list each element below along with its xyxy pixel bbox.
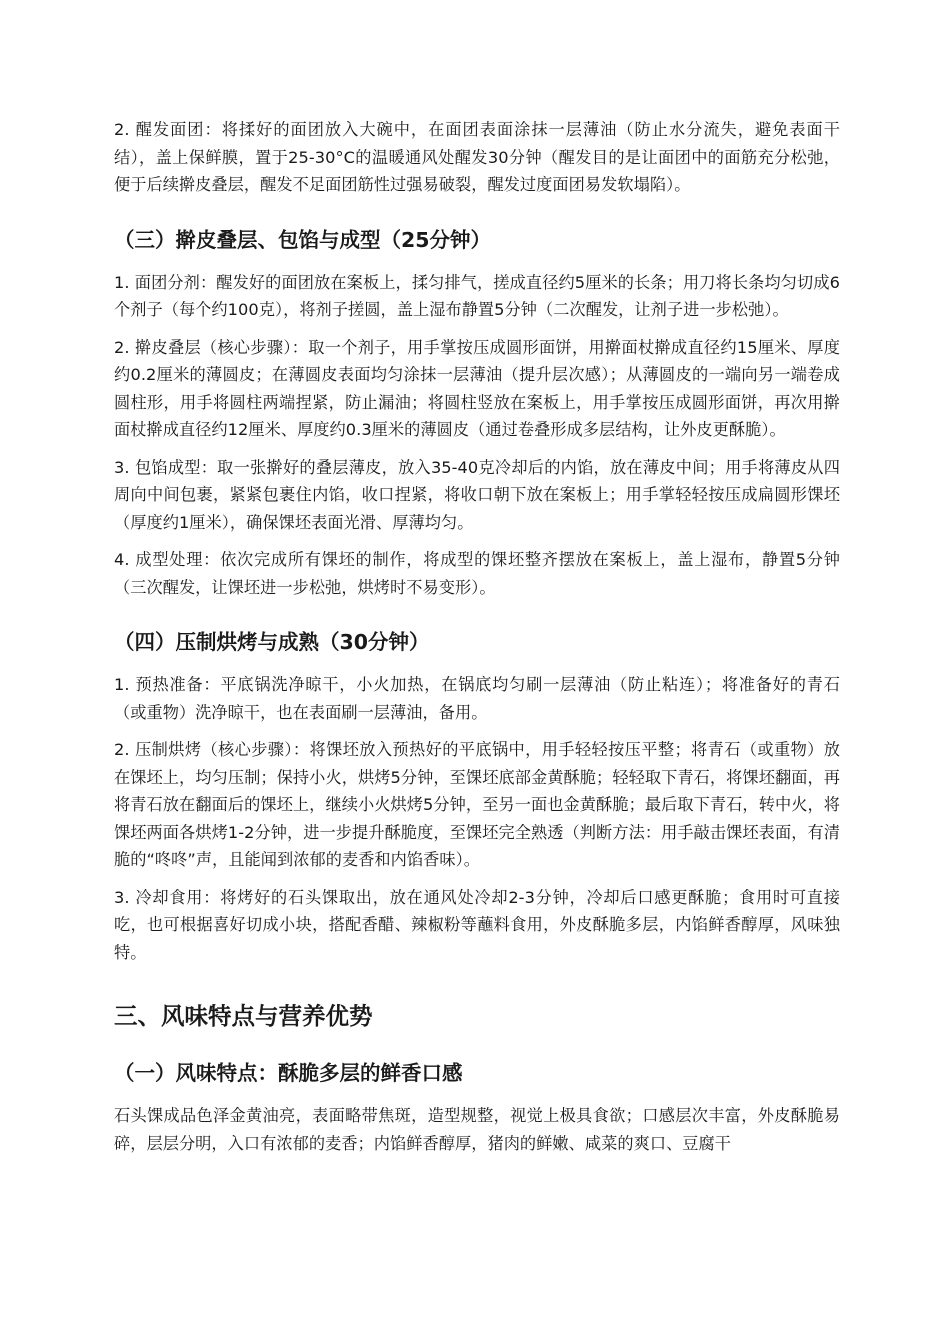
chapter-heading-flavor: 三、风味特点与营养优势 <box>114 1002 373 1030</box>
section-heading-flavor: （一）风味特点：酥脆多层的鲜香口感 <box>114 1061 463 1085</box>
paragraph-baking-2: 2. 压制烘烤（核心步骤）：将馃坯放入预热好的平底锅中，用手轻轻按压平整；将青石（或重物）放在馃坯上，均匀压制；保持小火，烘烤5分钟，至馃坯底部金黄酥脆；轻轻取下青石，将馃坯翻面，再将青石放在翻面后的馃坯上，继续小火烘烤5分钟，至另一面也金黄酥脆；最后取下青石，转中火，将馃坯两面各烘烤1-2分钟，进一步提升酥脆度，至馃坯完全熟透（判断方法：用手敲击馃坯表面，有清脆的“咚咚”声，且能闻到浓郁的麦香和内馅香味）。 <box>114 740 840 869</box>
section-heading-baking: （四）压制烘烤与成熟（30分钟） <box>114 630 430 654</box>
paragraph-rolling-1: 1. 面团分剂：醒发好的面团放在案板上，揉匀排气，搓成直径约5厘米的长条；用刀将长条均匀切成6个剂子（每个约100克），将剂子搓圆，盖上湿布静置5分钟（二次醒发，让剂子进一步松弛）。 <box>114 272 840 319</box>
paragraph-rolling-2: 2. 擀皮叠层（核心步骤）：取一个剂子，用手掌按压成圆形面饼，用擀面杖擀成直径约15厘米、厚度约0.2厘米的薄圆皮；在薄圆皮表面均匀涂抹一层薄油（提升层次感）；从薄圆皮的一端向另一端卷成圆柱形，用手将圆柱两端捏紧，防止漏油；将圆柱竖放在案板上，用手掌按压成圆形面饼，再次用擀面杖擀成直径约12厘米、厚度约0.3厘米的薄圆皮（通过卷叠形成多层结构，让外皮更酥脆）。 <box>114 337 840 439</box>
paragraph-rolling-4: 4. 成型处理：依次完成所有馃坯的制作，将成型的馃坯整齐摆放在案板上，盖上湿布，静置5分钟（三次醒发，让馃坯进一步松弛，烘烤时不易变形）。 <box>114 550 840 597</box>
paragraph-baking-3: 3. 冷却食用：将烤好的石头馃取出，放在通风处冷却2-3分钟，冷却后口感更酥脆；食用时可直接吃，也可根据喜好切成小块，搭配香醋、辣椒粉等蘸料食用，外皮酥脆多层，内馅鲜香醇厚，风味独特。 <box>114 887 840 962</box>
paragraph-flavor: 石头馃成品色泽金黄油亮，表面略带焦斑，造型规整，视觉上极具食欲；口感层次丰富，外皮酥脆易碎，层层分明，入口有浓郁的麦香；内馅鲜香醇厚，猪肉的鲜嫩、咸菜的爽口、豆腐干 <box>114 1106 840 1153</box>
paragraph-baking-1: 1. 预热准备：平底锅洗净晾干，小火加热，在锅底均匀刷一层薄油（防止粘连）；将准备好的青石（或重物）洗净晾干，也在表面刷一层薄油，备用。 <box>114 675 840 722</box>
paragraph-knead-rest: 2. 醒发面团：将揉好的面团放入大碗中，在面团表面涂抹一层薄油（防止水分流失，避免表面干结），盖上保鲜膜，置于25-30°C的温暖通风处醒发30分钟（醒发目的是让面团中的面筋充分松弛，便于后续擀皮叠层，醒发不足面团筋性过强易破裂，醒发过度面团易发软塌陷）。 <box>114 120 840 194</box>
section-heading-rolling: （三）擀皮叠层、包馅与成型（25分钟） <box>114 227 492 252</box>
paragraph-rolling-3: 3. 包馅成型：取一张擀好的叠层薄皮，放入35-40克冷却后的内馅，放在薄皮中间；用手将薄皮从四周向中间包裹，紧紧包裹住内馅，收口捏紧，将收口朝下放在案板上；用手掌轻轻按压成扁圆形馃坯（厚度约1厘米），确保馃坯表面光滑、厚薄均匀。 <box>114 457 840 532</box>
